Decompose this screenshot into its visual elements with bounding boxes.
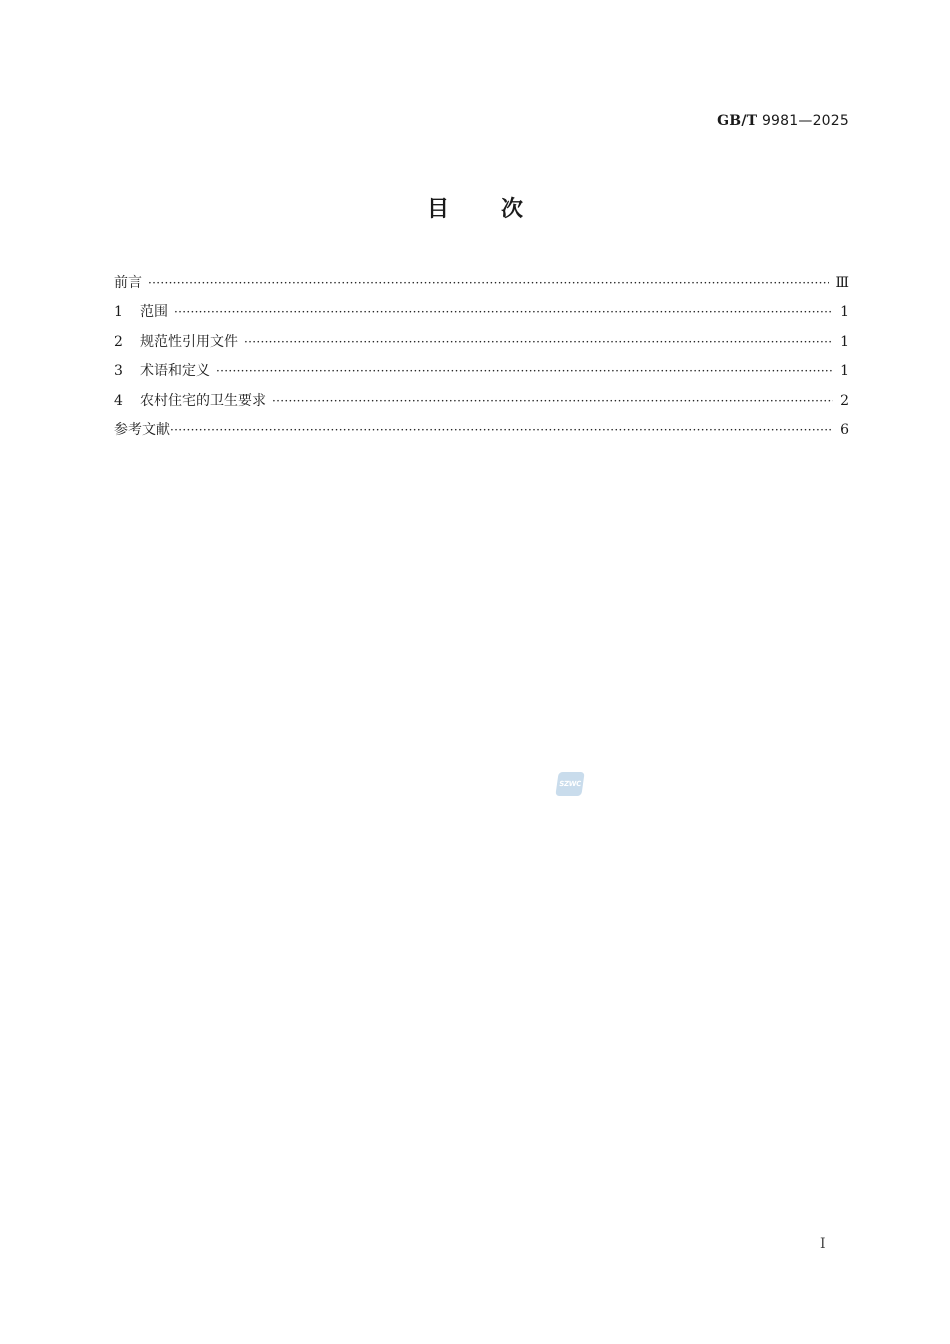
toc-entry-page: 2 <box>840 392 849 409</box>
toc-entry-page: 1 <box>840 333 849 350</box>
toc-entry-number: 2 <box>114 333 123 350</box>
toc-entry-number: 3 <box>114 363 123 380</box>
standard-number: 9981—2025 <box>761 113 849 129</box>
page-number: I <box>820 1236 826 1252</box>
toc-entry-hygiene-requirements[interactable] <box>114 391 849 420</box>
toc-entry-page: 1 <box>840 304 849 321</box>
toc-entry-number: 4 <box>114 392 123 409</box>
toc-entry-foreword[interactable] <box>114 273 849 302</box>
toc-entry-label: 范围 <box>140 304 168 321</box>
table-of-contents <box>114 273 849 449</box>
toc-entry-normative-references[interactable] <box>114 332 849 361</box>
toc-leader-dots <box>272 391 833 411</box>
toc-entry-label: 参考文献 <box>114 421 170 438</box>
toc-leader-dots <box>244 332 833 352</box>
watermark-text: SZWC <box>558 780 582 788</box>
toc-entry-label: 规范性引用文件 <box>140 333 238 350</box>
toc-leader-dots <box>148 273 829 293</box>
toc-entry-label: 农村住宅的卫生要求 <box>140 392 266 409</box>
document-header <box>717 113 849 129</box>
standard-prefix: GB/T <box>717 113 758 129</box>
watermark-logo <box>555 772 584 796</box>
toc-leader-dots <box>170 420 833 440</box>
toc-entry-terms-definitions[interactable] <box>114 361 849 390</box>
toc-entry-label: 前言 <box>114 275 142 291</box>
toc-entry-scope[interactable] <box>114 302 849 331</box>
toc-entry-page: Ⅲ <box>835 275 849 291</box>
toc-leader-dots <box>174 302 833 322</box>
toc-entry-number: 1 <box>114 304 123 321</box>
page-title: 目次 <box>426 197 575 222</box>
toc-leader-dots <box>216 361 833 381</box>
toc-entry-bibliography[interactable] <box>114 420 849 449</box>
toc-entry-page: 1 <box>840 363 849 380</box>
toc-entry-label: 术语和定义 <box>140 363 210 380</box>
toc-entry-page: 6 <box>840 421 849 438</box>
